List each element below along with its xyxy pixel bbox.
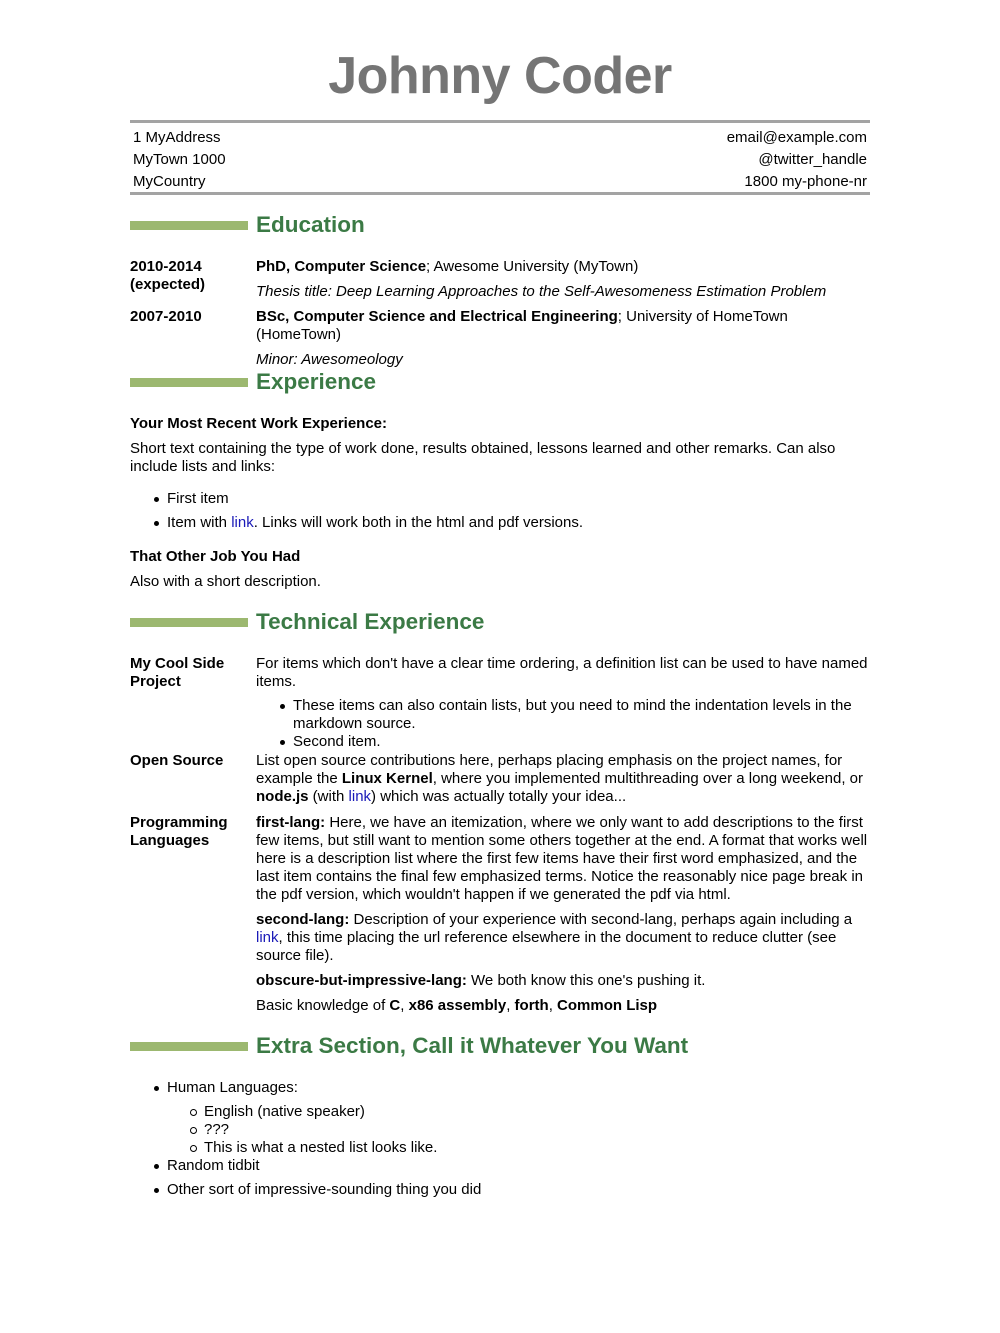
language-entry [256,814,870,904]
tech-detail [256,752,870,806]
education-degree-line [256,258,870,276]
list-item: Other sort of impressive-sounding thing you did [130,1181,870,1199]
list-item: Second item. [256,733,870,751]
text: , [548,997,558,1014]
project-name: Linux Kernel [341,770,433,787]
section-experience-heading [130,365,870,399]
address-column [133,127,226,193]
text: , where you implemented multithreading over a long weekend, or [432,770,863,787]
text: , [400,997,409,1014]
twitter-handle: @twitter_handle [758,151,867,168]
extra-bullet-list [130,1157,870,1199]
tech-bullet-list [256,697,870,751]
degree: PhD, Computer Science [256,258,427,275]
education-detail [256,258,870,301]
section-title: Experience [256,369,377,394]
experience-job-1 [130,415,870,532]
nested-list-item: ??? [130,1121,870,1139]
education-detail [256,308,870,369]
label-line: Project [130,673,181,690]
section-bar [130,221,248,230]
text: Basic knowledge of [256,997,390,1014]
contact-column [727,127,867,193]
label-line: Languages [130,832,210,849]
institution: ; University of HomeTown (HomeTown) [256,308,788,343]
tech-label [130,814,248,850]
list-item [130,1079,870,1097]
email-text: email@example.com [726,129,867,146]
job-title: Your Most Recent Work Experience: [130,415,388,432]
section-title: Extra Section, Call it Whatever You Want [256,1033,689,1058]
text: (with [308,788,349,805]
item-text: Item with [167,514,232,531]
tech-label [130,655,248,691]
section-title: Technical Experience [256,609,485,634]
item-text: . Links will work both in the html and pdf versions. [253,514,584,531]
language-name: first-lang: [256,814,326,831]
phone-number: 1800 my-phone-nr [744,173,867,190]
language-entry [256,997,870,1015]
list-item: First item [130,490,870,508]
text: , [506,997,515,1014]
text: ) which was actually totally your idea... [371,788,627,805]
tech-label: Open Source [130,752,224,769]
language-desc: Here, we have an itemization, where we only want to add descriptions to the first few items, but still want to mention some others together at the end. A format that works well here is a description list where the first few items have their first word emphasized, and the last item contains the final few emphasized terms. Notice the reasonably nice page break in the pdf version, which wouldn't happen if we generated the pdf via html. [256,814,868,903]
language-name: x86 assembly [408,997,507,1014]
language-desc: We both know this one's pushing it. [466,972,706,989]
inline-link[interactable]: link [256,929,279,946]
language-entry [256,911,870,965]
extra-list-block [130,1079,870,1199]
section-education-heading [130,208,870,242]
job-bullet-list [130,490,870,532]
address-line-3: MyCountry [133,173,206,190]
section-extra-heading [130,1029,870,1063]
education-date: 2007-2010 [130,308,202,325]
date-line: 2010-2014 [130,258,202,275]
inline-link[interactable]: link [348,788,372,805]
date-line: (expected) [130,276,206,293]
tech-description: For items which don't have a clear time ordering, a definition list can be used to have named items. [256,655,868,690]
section-title: Education [256,212,365,237]
tech-detail [256,814,870,1015]
language-name: Common Lisp [557,997,658,1014]
education-note: Minor: Awesomeology [256,351,403,368]
tech-detail [256,655,870,751]
address-line-2: MyTown 1000 [133,151,226,168]
nested-list-item: English (native speaker) [130,1103,870,1121]
nested-list [130,1103,870,1157]
language-desc: Description of your experience with second-lang, perhaps again including a [349,911,853,928]
list-item [130,514,870,532]
section-bar [130,618,248,627]
language-desc: , this time placing the url reference elsewhere in the document to reduce clutter (see source file). [256,929,837,964]
experience-job-2 [130,548,870,591]
language-name: C [389,997,401,1014]
language-name: obscure-but-impressive-lang: [256,972,467,989]
extra-bullet-list [130,1079,870,1097]
language-name: forth [514,997,549,1014]
label-line: Programming [130,814,228,831]
job-title: That Other Job You Had [130,548,301,565]
degree: BSc, Computer Science and Electrical Engineering [256,308,618,325]
text: List open source contributions here, perhaps placing emphasis on the project names, for example the [256,752,843,787]
job-description: Short text containing the type of work done, results obtained, lessons learned and other remarks. Can also include lists and links: [130,440,836,475]
nested-list-item: This is what a nested list looks like. [130,1139,870,1157]
label-line: My Cool Side [130,655,225,672]
address-line-1: 1 MyAddress [133,129,221,146]
list-item: Random tidbit [130,1157,870,1175]
item-text: Human Languages: [167,1079,298,1096]
section-bar [130,1042,248,1051]
education-degree-line [256,308,870,344]
section-technical-heading [130,605,870,639]
language-entry [256,972,870,990]
section-bar [130,378,248,387]
project-name: node.js [256,788,309,805]
language-name: second-lang: [256,911,350,928]
inline-link[interactable]: link [231,514,254,531]
job-description: Also with a short description. [130,573,321,590]
list-item: These items can also contain lists, but you need to mind the indentation levels in the markdown source. [256,697,870,733]
institution: ; Awesome University (MyTown) [426,258,639,275]
education-date [130,258,248,294]
education-note: Thesis title: Deep Learning Approaches to the Self-Awesomeness Estimation Problem [256,283,827,300]
contact-block [130,120,870,195]
resume-name: Johnny Coder [328,47,672,105]
